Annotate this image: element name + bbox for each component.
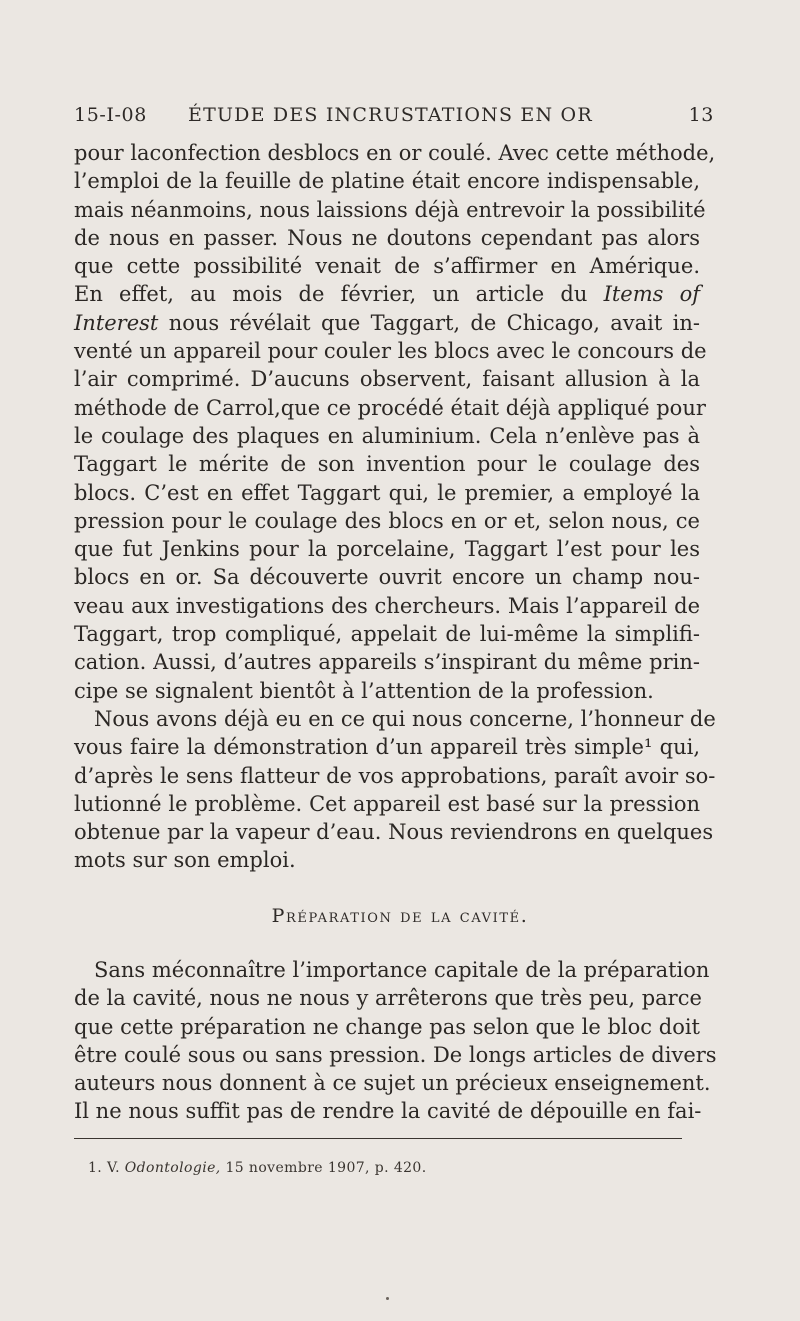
text-line: lutionné le problème. Cet appareil est basé sur la pression xyxy=(74,791,700,816)
text-line xyxy=(74,309,700,337)
text-line: vous faire la démonstration d’un appareil très simple¹ qui, xyxy=(74,735,700,760)
text-line: l’air comprimé. D’aucuns observent, faisant allusion à la xyxy=(74,367,700,392)
footnote-journal: Odontologie, xyxy=(124,1160,221,1176)
text-line: être coulé sous ou sans pression. De longs articles de divers xyxy=(74,1042,717,1067)
text-line: venté un appareil pour couler les blocs avec le concours de xyxy=(74,339,707,364)
text-line: de nous en passer. Nous ne doutons cependant pas alors xyxy=(74,225,700,250)
page-number: 13 xyxy=(688,104,714,126)
text-line: Nous avons déjà eu en ce qui nous concerne, l’honneur de xyxy=(94,706,716,731)
italic-title: Items of xyxy=(603,282,701,307)
text-line: mots sur son emploi. xyxy=(74,848,296,873)
running-title: ÉTUDE DES INCRUSTATIONS EN OR xyxy=(188,104,593,126)
text-line: pour laconfection desblocs en or coulé. Avec cette méthode, xyxy=(74,141,716,165)
italic-title: Interest xyxy=(74,310,159,335)
main-text-block xyxy=(74,139,716,875)
footnote xyxy=(88,1160,427,1176)
footnote-suffix: 15 novembre 1907, p. 420. xyxy=(220,1160,427,1176)
paper-speck xyxy=(386,1297,389,1300)
section-heading: Préparation de la cavité. xyxy=(271,905,529,927)
text-line: que cette possibilité venait de s’affirmer en Amérique. xyxy=(74,254,700,279)
text-line: cipe se signalent bientôt à l’attention de la profession. xyxy=(74,678,654,703)
running-head xyxy=(74,104,714,132)
section-text-block xyxy=(74,956,717,1126)
text-line: blocs. C’est en effet Taggart qui, le premier, a employé la xyxy=(74,480,700,505)
text-line: Sans méconnaître l’importance capitale de la préparation xyxy=(94,958,710,982)
text-line: d’après le sens flatteur de vos approbations, paraît avoir so- xyxy=(74,763,716,788)
text-line: que fut Jenkins pour la porcelaine, Taggart l’est pour les xyxy=(74,537,700,562)
text-line: pression pour le coulage des blocs en or et, selon nous, ce xyxy=(74,508,700,533)
text-line: de la cavité, nous ne nous y arrêterons que très peu, parce xyxy=(74,986,702,1011)
text-line: veau aux investigations des chercheurs. Mais l’appareil de xyxy=(74,593,700,618)
line-text: nous révélait que Taggart, de Chicago, avait in- xyxy=(158,310,700,335)
text-line: Taggart, trop compliqué, appelait de lui-même la simplifi- xyxy=(74,622,700,647)
text-line: Taggart le mérite de son invention pour le coulage des xyxy=(74,452,700,477)
text-line: auteurs nous donnent à ce sujet un précieux enseignement. xyxy=(74,1071,711,1096)
text-line: Il ne nous suffit pas de rendre la cavité de dépouille en fai- xyxy=(74,1099,702,1124)
text-line: mais néanmoins, nous laissions déjà entrevoir la possibilité xyxy=(74,197,706,222)
text-line: que cette préparation ne change pas selon que le bloc doit xyxy=(74,1014,700,1039)
text-line: blocs en or. Sa découverte ouvrit encore un champ nou- xyxy=(74,565,700,590)
text-line: obtenue par la vapeur d’eau. Nous reviendrons en quelques xyxy=(74,820,714,845)
footnote-rule xyxy=(74,1138,682,1139)
line-text: En effet, au mois de février, un article du xyxy=(74,282,604,307)
text-line: méthode de Carrol,que ce procédé était déjà appliqué pour xyxy=(74,395,706,420)
text-line: cation. Aussi, d’autres appareils s’inspirant du même prin- xyxy=(74,650,700,675)
text-line xyxy=(74,280,700,308)
text-line: le coulage des plaques en aluminium. Cela n’enlève pas à xyxy=(74,423,700,448)
text-line: l’emploi de la feuille de platine était encore indispensable, xyxy=(74,169,700,194)
issue-date: 15-I-08 xyxy=(74,104,147,126)
footnote-prefix: 1. V. xyxy=(88,1160,125,1176)
